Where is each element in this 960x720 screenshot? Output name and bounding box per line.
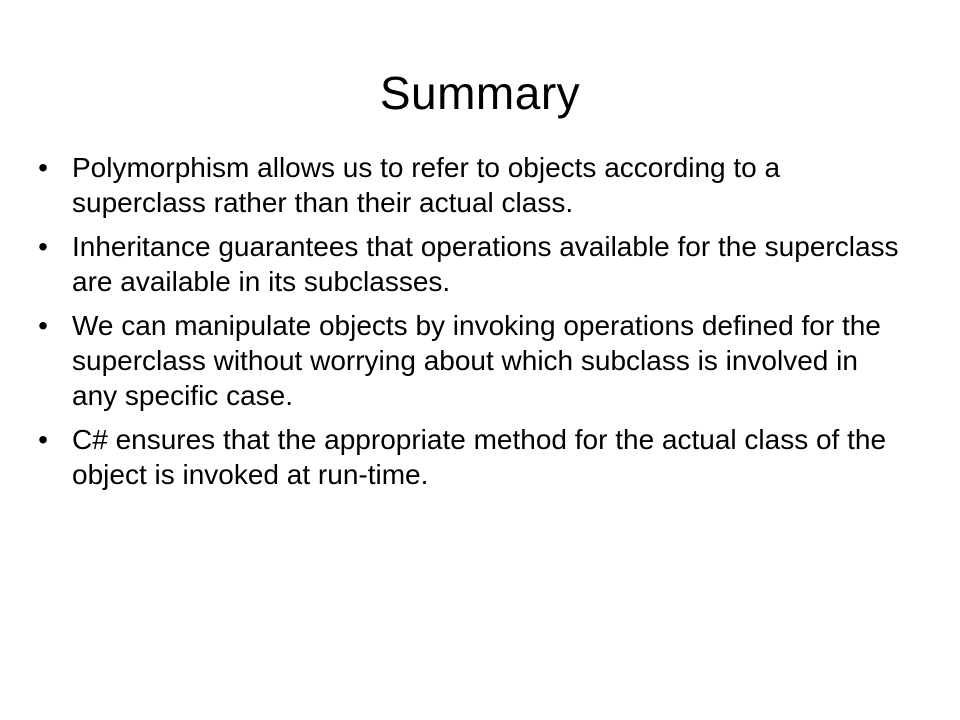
bullet-item (30, 422, 900, 492)
bullet-item (30, 229, 900, 299)
bullet-text: Inheritance guarantees that operations available for the superclass are available in its subclasses. (72, 231, 899, 297)
bullet-dot-icon: • (38, 310, 48, 341)
bullet-item (30, 308, 900, 413)
bullet-dot-icon: • (38, 152, 48, 183)
bullet-text: We can manipulate objects by invoking operations defined for the superclass without worrying about which subclass is involved in any specific case. (72, 310, 881, 411)
bullet-item (30, 150, 900, 220)
bullet-list (30, 150, 900, 501)
bullet-dot-icon: • (38, 231, 48, 262)
bullet-dot-icon: • (38, 424, 48, 455)
slide-title: Summary (379, 67, 581, 119)
bullet-text: Polymorphism allows us to refer to objects according to a superclass rather than their actual class. (72, 152, 781, 218)
bullet-text: C# ensures that the appropriate method for the actual class of the object is invoked at run-time. (72, 424, 887, 490)
